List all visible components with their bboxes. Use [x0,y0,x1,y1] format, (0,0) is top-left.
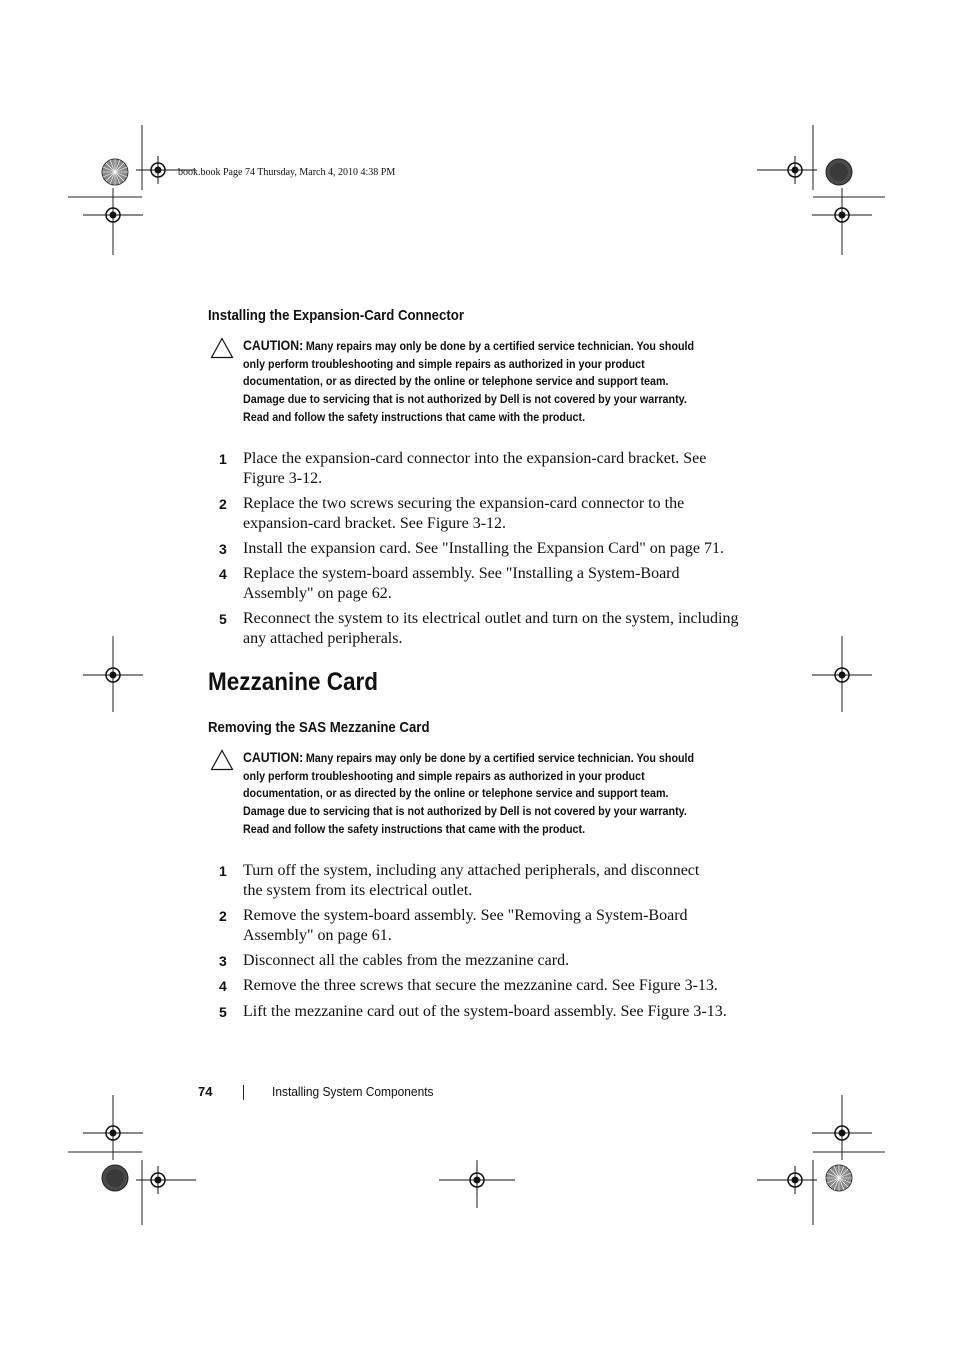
step-text: Reconnect the system to its electrical outlet and turn on the system, including any attached peripherals. [243,610,739,647]
caution-label: CAUTION: [243,749,304,765]
step-text: Remove the three screws that secure the mezzanine card. See Figure 3-13. [243,977,718,994]
step-number: 4 [219,978,227,994]
step-text: Disconnect all the cables from the mezzanine card. [243,952,570,969]
step-text: Remove the system-board assembly. See "Removing a System-Board Assembly" on page 61. [243,907,688,944]
step-number: 3 [219,541,227,557]
footer-divider [243,1085,244,1100]
color-bar-circle-icon [102,159,128,185]
registration-mark-icon [136,1166,196,1194]
caution-triangle-icon [210,337,234,359]
registration-mark-icon [757,156,817,184]
section-heading: Installing the Expansion-Card Connector [208,307,464,324]
step-number: 1 [219,451,227,467]
step-number: 1 [219,863,227,879]
caution-text: Many repairs may only be done by a certified service technician. You should only perform troubleshooting and simple repairs as authorized in your product documentation, or as directed by the online or telephone service and support team. Damage due to servicing that is not authorized by Dell is not covered by your warranty. Read and follow the safety instructions that came with the product. [243,751,695,836]
step-number: 5 [219,611,227,627]
step-text: Lift the mezzanine card out of the system-board assembly. See Figure 3-13. [243,1003,727,1020]
color-bar-circle-icon [826,1165,852,1191]
page-number: 74 [198,1084,213,1099]
caution-label: CAUTION: [243,337,304,353]
caution-triangle-icon [210,749,234,771]
registration-mark-icon [757,1166,817,1194]
step-text: Place the expansion-card connector into the expansion-card bracket. See Figure 3-12. [243,450,707,487]
step-number: 2 [219,908,227,924]
chapter-title: Mezzanine Card [208,668,379,696]
color-bar-circle-icon [102,1165,128,1191]
color-bar-circle-icon [826,159,852,185]
step-number: 4 [219,566,227,582]
caution-notice [243,337,709,427]
caution-notice [243,749,709,839]
step-text: Turn off the system, including any attached peripherals, and disconnect the system from its electrical outlet. [243,862,700,899]
registration-mark-icon [439,1166,515,1194]
step-number: 2 [219,496,227,512]
footer-chapter-title: Installing System Components [272,1084,434,1099]
step-number: 3 [219,953,227,969]
print-header-stamp: book.book Page 74 Thursday, March 4, 2010 4:38 PM [178,167,396,178]
step-text: Install the expansion card. See "Installing the Expansion Card" on page 71. [243,540,724,557]
step-text: Replace the two screws securing the expansion-card connector to the expansion-card bracket. See Figure 3-12. [243,495,685,532]
caution-text: Many repairs may only be done by a certified service technician. You should only perform troubleshooting and simple repairs as authorized in your product documentation, or as directed by the online or telephone service and support team. Damage due to servicing that is not authorized by Dell is not covered by your warranty. Read and follow the safety instructions that came with the product. [243,339,695,424]
crop-lines [68,125,885,1225]
section-heading: Removing the SAS Mezzanine Card [208,719,430,736]
step-text: Replace the system-board assembly. See "Installing a System-Board Assembly" on page 62. [243,565,680,602]
step-number: 5 [219,1004,227,1020]
